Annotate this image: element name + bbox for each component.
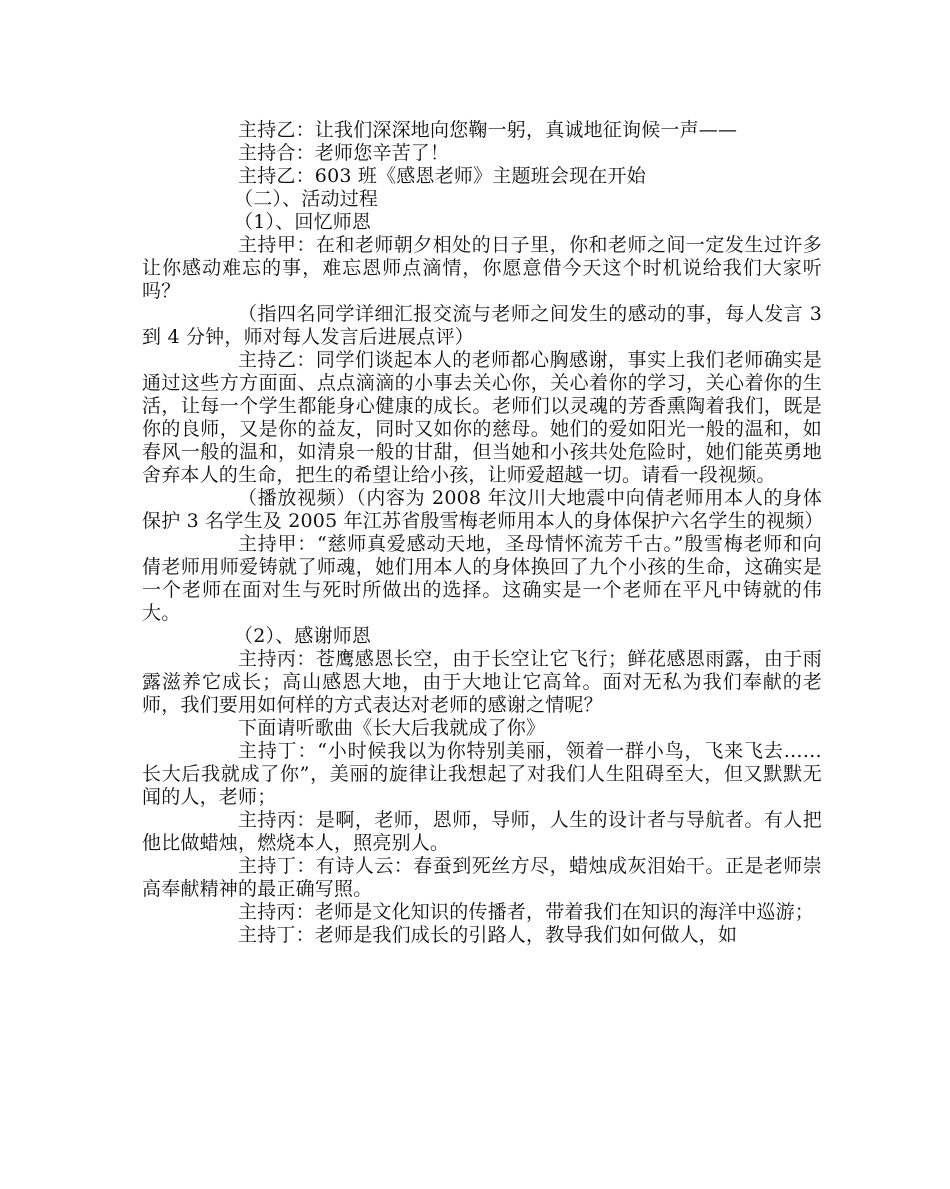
paragraph: 主持丙：老师是文化知识的传播者，带着我们在知识的海洋中巡游； [238, 901, 815, 923]
section-heading: （二）、活动过程 [234, 188, 379, 210]
paragraph: 主持乙：让我们深深地向您鞠一躬，真诚地征询候一声—— [238, 119, 738, 141]
paragraph: 主持合：老师您辛苦了！ [238, 142, 450, 164]
paragraph: 主持乙：603 班《感恩老师》主题班会现在开始 [238, 165, 646, 187]
paragraph: 主持丙：苍鹰感恩长空，由于长空让它飞行；鲜花感恩雨露，由于雨露滋养它成长；高山感恩大地，由于大地让它高耸。面对无私为我们奉献的老师，我们要用如何样的方式表达对老师的感谢之情呢？ [142, 648, 822, 716]
subsection-heading: （1）、回忆师恩 [234, 211, 372, 233]
paragraph: 主持丁：老师是我们成长的引路人，教导我们如何做人，如 [238, 924, 738, 946]
paragraph: （播放视频）（内容为 2008 年汶川大地震中向倩老师用本人的身体保护 3 名学生及 2005 年江苏省殷雪梅老师用本人的身体保护六名学生的视频） [142, 487, 824, 532]
paragraph: 主持丙：是啊，老师，恩师，导师，人生的设计者与导航者。有人把他比做蜡烛，燃烧本人，照亮别人。 [142, 809, 822, 854]
subsection-heading: （2）、感谢师恩 [234, 625, 372, 647]
paragraph: 主持乙：同学们谈起本人的老师都心胸感谢，事实上我们老师确实是通过这些方方面面、点点滴滴的小事去关心你，关心着你的学习，关心着你的生活，让每一个学生都能身心健康的成长。老师们以灵魂的芳香熏陶着我们，既是你的良师，又是你的益友，同时又如你的慈母。她们的爱如阳光一般的温和，如春风一般的温和，如清泉一般的甘甜，但当她和小孩共处危险时，她们能英勇地舍弃本人的生命，把生的希望让给小孩，让师爱超越一切。请看一段视频。 [142, 349, 822, 486]
document-body [142, 119, 822, 947]
paragraph: 主持丁：“小时候我以为你特别美丽，领着一群小鸟，飞来飞去……长大后我就成了你”，美丽的旋律让我想起了对我们人生阻碍至大，但又默默无闻的人，老师； [142, 740, 822, 808]
paragraph: 主持甲：“慈师真爱感动天地，圣母情怀流芳千古。”殷雪梅老师和向倩老师用师爱铸就了师魂，她们用本人的身体换回了九个小孩的生命，这确实是一个老师在面对生与死时所做出的选择。这确实是一个老师在平凡中铸就的伟大。 [142, 533, 822, 624]
paragraph: 主持丁：有诗人云：春蚕到死丝方尽，蜡烛成灰泪始干。正是老师崇高奉献精神的最正确写照。 [142, 855, 822, 900]
paragraph: （指四名同学详细汇报交流与老师之间发生的感动的事，每人发言 3 到 4 分钟，师对每人发言后进展点评） [142, 303, 822, 348]
paragraph: 下面请听歌曲《长大后我就成了你》 [238, 717, 546, 739]
paragraph: 主持甲：在和老师朝夕相处的日子里，你和老师之间一定发生过许多让你感动难忘的事，难忘恩师点滴情，你愿意借今天这个时机说给我们大家听吗？ [142, 234, 822, 302]
